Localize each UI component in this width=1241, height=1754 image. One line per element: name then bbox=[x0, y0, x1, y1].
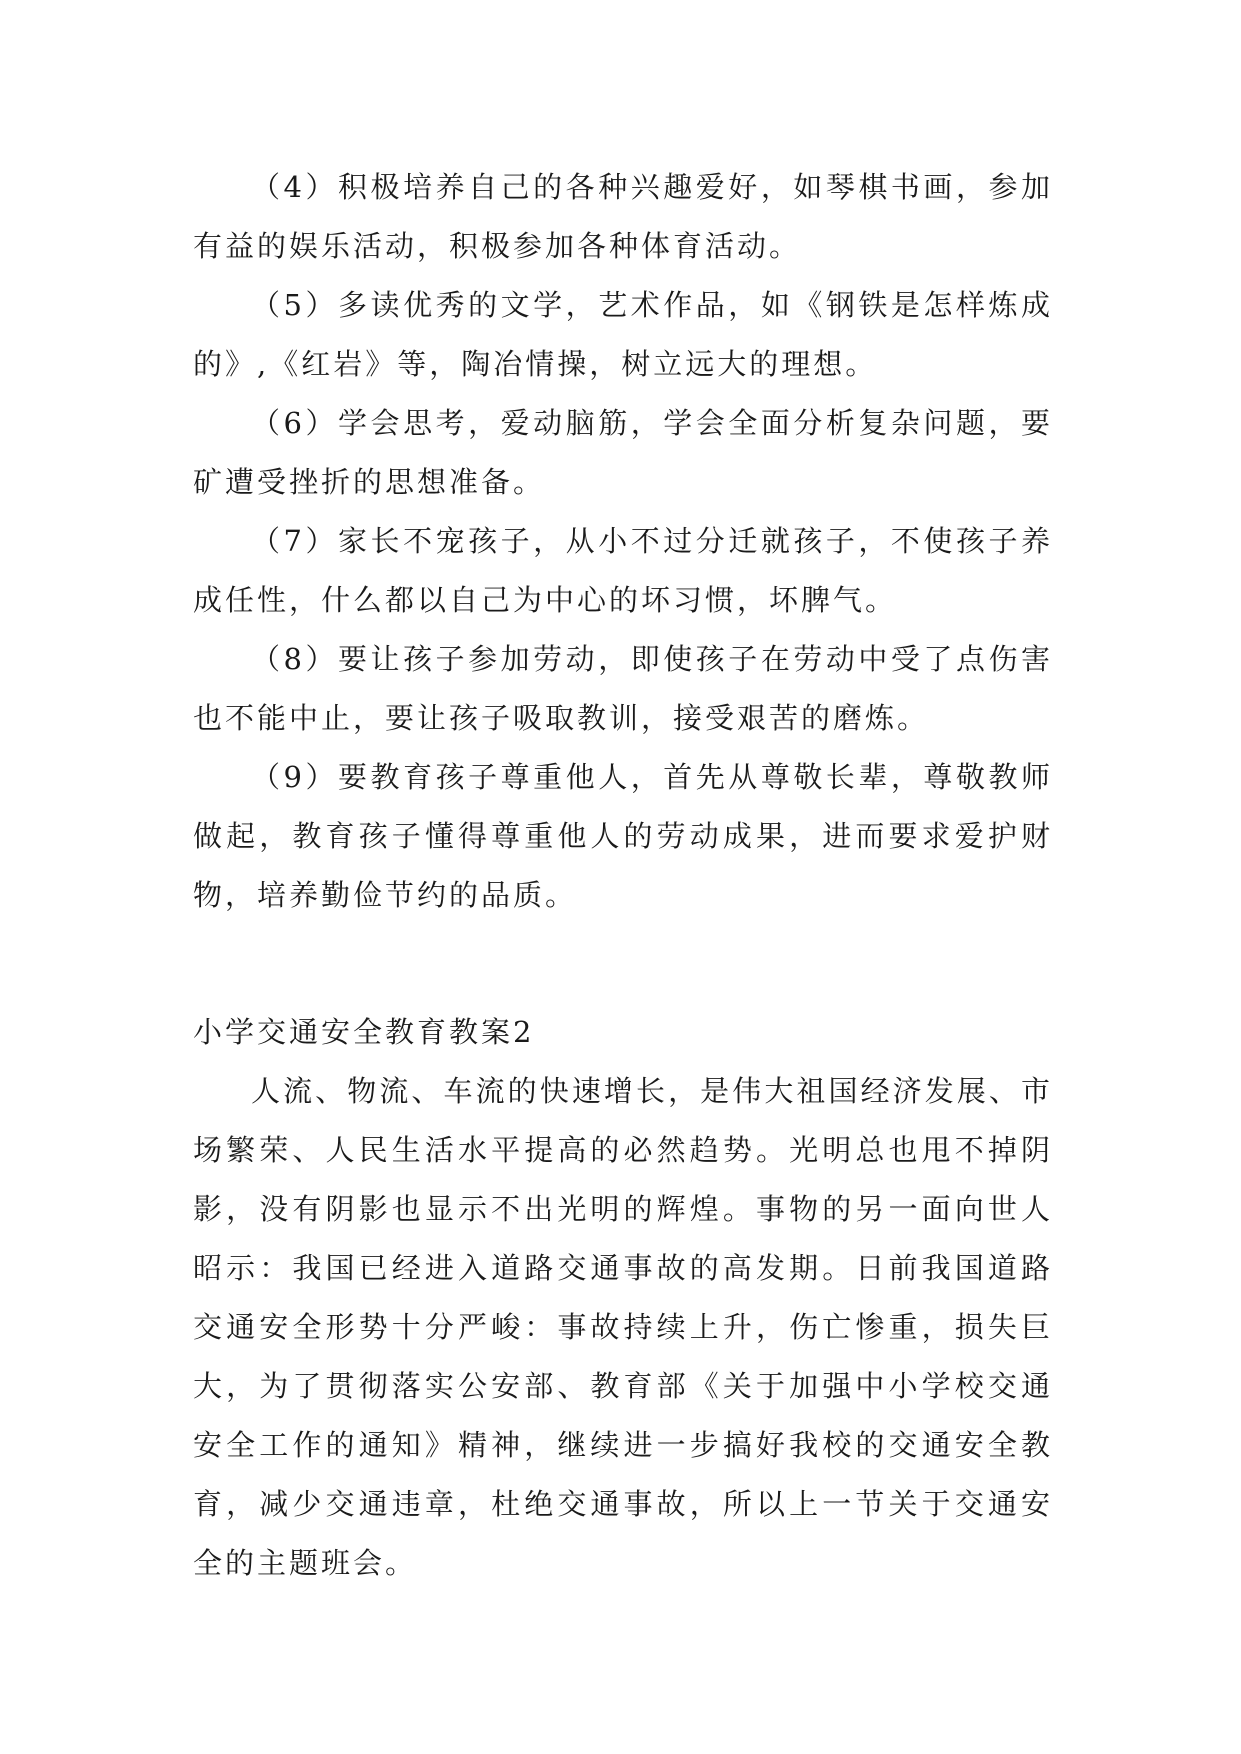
section-body: 人流、物流、车流的快速增长，是伟大祖国经济发展、市场繁荣、人民生活水平提高的必然趋势。光明总也甩不掉阴影，没有阴影也显示不出光明的辉煌。事物的另一面向世人昭示：我国已经进入道路交通事故的高发期。日前我国道路交通安全形势十分严峻：事故持续上升，伤亡惨重，损失巨大，为了贯彻落实公安部、教育部《关于加强中小学校交通安全工作的通知》精神，继续进一步搞好我校的交通安全教育，减少交通违章，杜绝交通事故，所以上一节关于交通安全的主题班会。 bbox=[193, 1074, 1053, 1580]
list-item-8: （8）要让孩子参加劳动，即使孩子在劳动中受了点伤害也不能中止，要让孩子吸取教训，接受艰苦的磨炼。 bbox=[193, 642, 1053, 735]
list-item-6: （6）学会思考，爱动脑筋，学会全面分析复杂问题，要矿遭受挫折的思想准备。 bbox=[193, 406, 1053, 499]
document-body bbox=[193, 158, 1053, 1593]
section-title: 小学交通安全教育教案2 bbox=[193, 1015, 535, 1049]
list-item-7: （7）家长不宠孩子，从小不过分迁就孩子，不使孩子养成任性，什么都以自己为中心的坏习惯，坏脾气。 bbox=[193, 524, 1053, 617]
list-item-5: （5）多读优秀的文学，艺术作品，如《钢铁是怎样炼成的》,《红岩》等，陶冶情操，树立远大的理想。 bbox=[193, 288, 1053, 381]
list-item-9: （9）要教育孩子尊重他人，首先从尊敬长辈，尊敬教师做起，教育孩子懂得尊重他人的劳动成果，进而要求爱护财物，培养勤俭节约的品质。 bbox=[193, 760, 1053, 912]
list-item-4: （4）积极培养自己的各种兴趣爱好，如琴棋书画，参加有益的娱乐活动，积极参加各种体育活动。 bbox=[193, 170, 1053, 263]
